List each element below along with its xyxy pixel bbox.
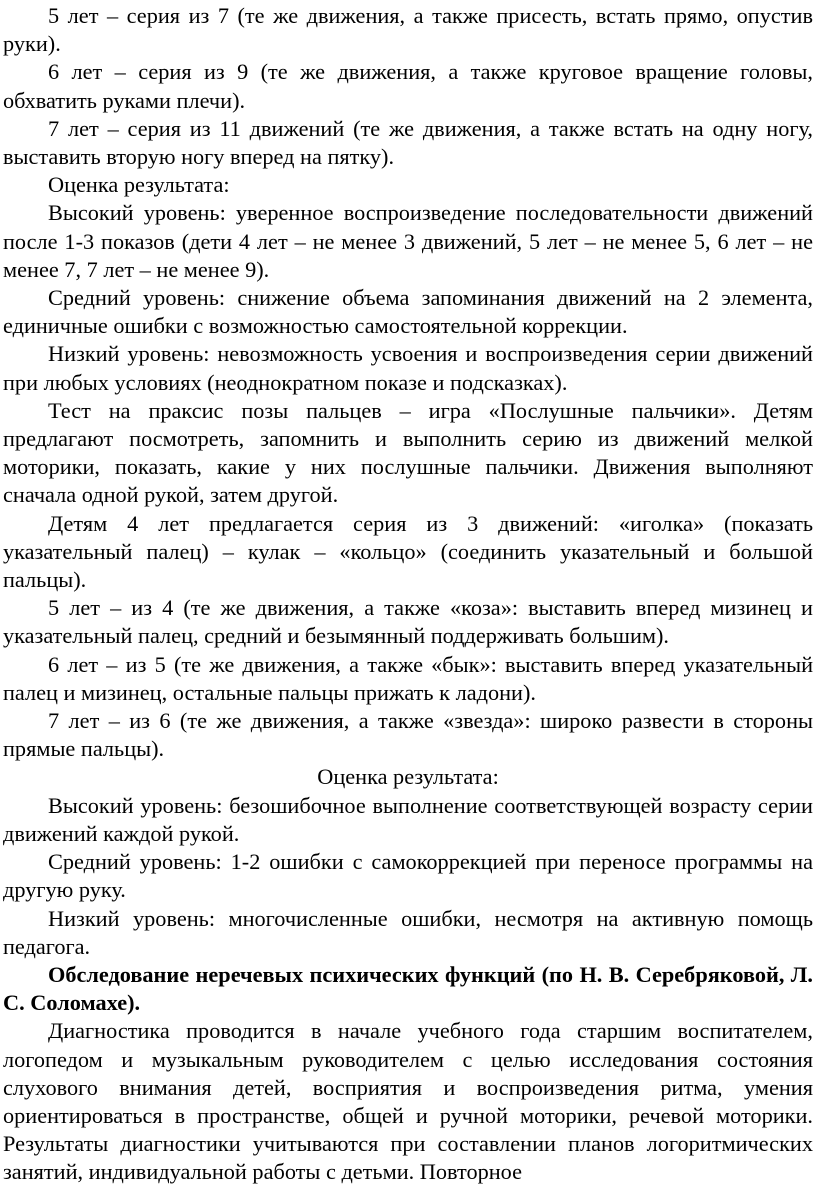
paragraph-diagnostics-description: Диагностика проводится в начале учебного года старшим воспитателем, логопедом и музыкальным руководителем с целью исследования состояния слухового внимания детей, восприятия и воспроизведения ритма, умения ориентироваться в пространстве, общей и ручной моторики, речевой моторики. Результаты диагностики учитываются при составлении планов логоритмических занятий, индивидуальной работы с детьми. Повторное <box>3 1018 813 1185</box>
heading-result-evaluation-centered: Оценка результата: <box>317 764 499 790</box>
paragraph-6-years-fingers: 6 лет – из 5 (те же движения, а также «бык»: выставить вперед указательный палец и мизинец, остальные пальцы прижать к ладони). <box>3 651 813 705</box>
section-heading-nonverbal-functions: Обследование неречевых психических функций (по Н. В. Серебряковой, Л. С. Соломахе). <box>3 961 813 1016</box>
paragraph-medium-level: Средний уровень: снижение объема запоминания движений на 2 элемента, единичные ошибки с возможностью самостоятельной коррекции. <box>3 285 813 339</box>
paragraph-4-years-fingers: Детям 4 лет предлагается серия из 3 движений: «иголка» (показать указательный палец) – кулак – «кольцо» (соединить указательный и большой пальцы). <box>3 510 813 593</box>
paragraph-high-level: Высокий уровень: уверенное воспроизведение последовательности движений после 1-3 показов (дети 4 лет – не менее 3 движений, 5 лет – не менее 5, 6 лет – не менее 7, 7 лет – не менее 9). <box>3 200 813 282</box>
paragraph-5-years-fingers: 5 лет – из 4 (те же движения, а также «коза»: выставить вперед мизинец и указательный палец, средний и безымянный поддерживать большим). <box>3 595 813 649</box>
heading-result-evaluation: Оценка результата: <box>48 172 230 198</box>
paragraph-low-level: Низкий уровень: невозможность усвоения и воспроизведения серии движений при любых условиях (неоднократном показе и подсказках). <box>3 341 813 395</box>
paragraph-6-years-series: 6 лет – серия из 9 (те же движения, а также круговое вращение головы, обхватить руками плечи). <box>3 59 813 113</box>
paragraph-7-years-series: 7 лет – серия из 11 движений (те же движения, а также встать на одну ногу, выставить вторую ногу вперед на пятку). <box>3 115 813 170</box>
paragraph-high-level-fingers: Высокий уровень: безошибочное выполнение соответствующей возрасту серии движений каждой рукой. <box>3 792 813 846</box>
paragraph-5-years-series: 5 лет – серия из 7 (те же движения, а также присесть, встать прямо, опустив руки). <box>3 3 813 57</box>
paragraph-low-level-fingers: Низкий уровень: многочисленные ошибки, несмотря на активную помощь педагога. <box>3 905 813 959</box>
paragraph-medium-level-fingers: Средний уровень: 1-2 ошибки с самокоррекцией при переносе программы на другую руку. <box>3 849 813 903</box>
paragraph-finger-praxis-test: Тест на праксис позы пальцев – игра «Послушные пальчики». Детям предлагают посмотреть, запомнить и выполнить серию из движений мелкой моторики, показать, какие у них послушные пальчики. Движения выполняют сначала одной рукой, затем другой. <box>3 397 813 508</box>
paragraph-7-years-fingers: 7 лет – из 6 (те же движения, а также «звезда»: широко развести в стороны прямые пальцы). <box>3 708 813 762</box>
